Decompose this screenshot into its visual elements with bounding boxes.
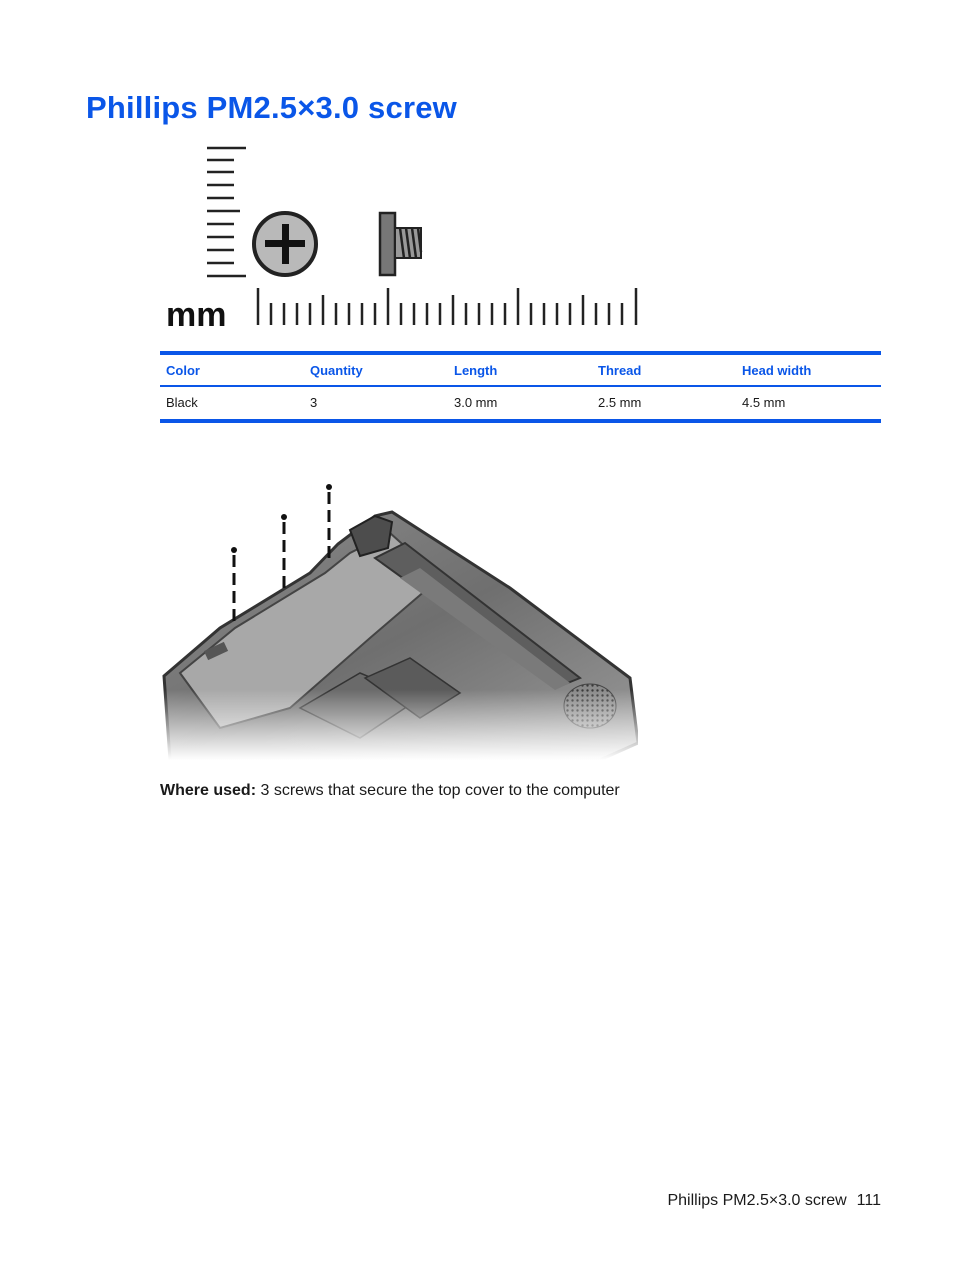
header-length: Length — [454, 363, 498, 378]
table-header-row — [160, 353, 881, 386]
page-number: 111 — [856, 1192, 881, 1209]
screw-head-icon — [254, 213, 316, 275]
table-row — [160, 386, 881, 421]
cell-thread: 2.5 mm — [598, 395, 642, 410]
screw-side-icon — [380, 213, 421, 275]
page-title: Phillips PM2.5×3.0 screw — [86, 90, 457, 125]
cell-length: 3.0 mm — [454, 395, 498, 410]
cell-color: Black — [166, 395, 198, 410]
where-used-label: Where used: — [160, 782, 257, 799]
page-footer — [667, 1192, 881, 1210]
footer-section-title: Phillips PM2.5×3.0 screw — [667, 1192, 847, 1209]
laptop-screw-location-illustration — [160, 478, 638, 760]
horizontal-ruler — [258, 288, 636, 325]
header-thread: Thread — [598, 363, 642, 378]
mm-label: mm — [166, 296, 227, 334]
screw-spec-table — [160, 351, 881, 423]
cell-head-width: 4.5 mm — [742, 395, 786, 410]
header-color: Color — [166, 363, 200, 378]
where-used-note — [160, 782, 620, 800]
screw-scale-figure — [160, 140, 650, 335]
vertical-ruler — [207, 148, 246, 276]
cell-quantity: 3 — [310, 395, 318, 410]
where-used-text: 3 screws that secure the top cover to the computer — [260, 782, 620, 799]
header-head-width: Head width — [742, 363, 812, 378]
header-quantity: Quantity — [310, 363, 363, 378]
